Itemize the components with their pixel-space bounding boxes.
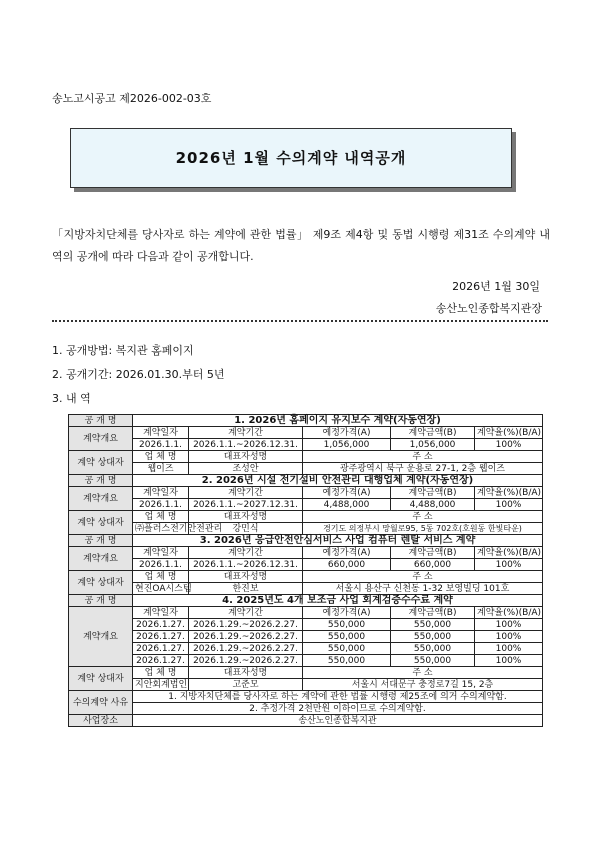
col-header-company: 업 체 명 bbox=[133, 511, 189, 523]
table-row bbox=[69, 451, 543, 463]
summary-label: 계약개요 bbox=[69, 427, 133, 451]
contract-amount: 660,000 bbox=[391, 559, 475, 571]
col-header-rep: 대표자성명 bbox=[189, 451, 303, 463]
contract-amount: 550,000 bbox=[391, 619, 475, 631]
company-name: ㈜플러스전기안전관리 bbox=[133, 523, 189, 535]
col-header-rep: 대표자성명 bbox=[189, 571, 303, 583]
contract-date: 2026.1.1. bbox=[133, 439, 189, 451]
company-address: 서울시 용산구 신천동 1-32 보영빌딩 101호 bbox=[303, 583, 543, 595]
reason-line: 1. 지방자치단체를 당사자로 하는 계약에 관한 법률 시행령 제25조에 의거 수의계약함. bbox=[133, 691, 543, 703]
contract-rate: 100% bbox=[475, 559, 543, 571]
col-header-amount: 계약금액(B) bbox=[391, 487, 475, 499]
col-header-rate: 계약율(%)(B/A) bbox=[475, 607, 543, 619]
col-header-company: 업 체 명 bbox=[133, 451, 189, 463]
table-row bbox=[69, 427, 543, 439]
table-row bbox=[69, 583, 543, 595]
contract-title: 1. 2026년 홈페이지 유지보수 계약(자동연장) bbox=[133, 415, 543, 427]
table-row bbox=[69, 667, 543, 679]
public-name-label: 공 개 명 bbox=[69, 535, 133, 547]
company-address: 서울시 서대문구 충정로7길 15, 2층 bbox=[303, 679, 543, 691]
item-content: 3. 내 역 bbox=[52, 392, 91, 405]
table-row bbox=[69, 439, 543, 451]
contract-amount: 550,000 bbox=[391, 655, 475, 667]
col-header-rep: 대표자성명 bbox=[189, 667, 303, 679]
party-label: 계약 상대자 bbox=[69, 451, 133, 475]
public-name-label: 공 개 명 bbox=[69, 415, 133, 427]
col-header-company: 업 체 명 bbox=[133, 571, 189, 583]
contract-period: 2026.1.29.~2026.2.27. bbox=[189, 655, 303, 667]
summary-label: 계약개요 bbox=[69, 547, 133, 571]
table-row bbox=[69, 523, 543, 535]
contract-title: 4. 2025년도 4개 보조금 사업 회계검증수수료 계약 bbox=[133, 595, 543, 607]
col-header-estimate: 예정가격(A) bbox=[303, 487, 391, 499]
col-header-period: 계약기간 bbox=[189, 487, 303, 499]
contract-rate: 100% bbox=[475, 619, 543, 631]
table-row bbox=[69, 463, 543, 475]
estimated-price: 550,000 bbox=[303, 619, 391, 631]
table-row bbox=[69, 643, 543, 655]
col-header-date: 계약일자 bbox=[133, 607, 189, 619]
contract-period: 2026.1.29.~2026.2.27. bbox=[189, 631, 303, 643]
summary-label: 계약개요 bbox=[69, 607, 133, 667]
contract-period: 2026.1.29.~2026.2.27. bbox=[189, 619, 303, 631]
col-header-address: 주 소 bbox=[303, 667, 543, 679]
col-header-amount: 계약금액(B) bbox=[391, 607, 475, 619]
announcement-date: 2026년 1월 30일 bbox=[452, 280, 540, 293]
item-period: 2. 공개기간: 2026.01.30.부터 5년 bbox=[52, 368, 225, 381]
table-row bbox=[69, 655, 543, 667]
table-row bbox=[69, 691, 543, 703]
company-name: 웹이즈 bbox=[133, 463, 189, 475]
estimated-price: 550,000 bbox=[303, 655, 391, 667]
col-header-rate: 계약율(%)(B/A) bbox=[475, 547, 543, 559]
contract-date: 2026.1.1. bbox=[133, 499, 189, 511]
col-header-date: 계약일자 bbox=[133, 427, 189, 439]
table-row bbox=[69, 703, 543, 715]
contract-amount: 550,000 bbox=[391, 631, 475, 643]
col-header-amount: 계약금액(B) bbox=[391, 427, 475, 439]
estimated-price: 550,000 bbox=[303, 631, 391, 643]
col-header-period: 계약기간 bbox=[189, 607, 303, 619]
contract-date: 2026.1.1. bbox=[133, 559, 189, 571]
table-row bbox=[69, 607, 543, 619]
dotted-divider bbox=[52, 320, 548, 322]
table-row bbox=[69, 559, 543, 571]
organization-name: 송산노인종합복지관장 bbox=[435, 302, 542, 315]
estimated-price: 550,000 bbox=[303, 643, 391, 655]
contract-amount: 550,000 bbox=[391, 643, 475, 655]
table-row bbox=[69, 499, 543, 511]
table-row bbox=[69, 679, 543, 691]
table-row bbox=[69, 715, 543, 727]
col-header-address: 주 소 bbox=[303, 451, 543, 463]
party-label: 계약 상대자 bbox=[69, 571, 133, 595]
reason-line: 2. 추정가격 2천만원 이하이므로 수의계약함. bbox=[133, 703, 543, 715]
table-row bbox=[69, 511, 543, 523]
contract-period: 2026.1.1.~2026.12.31. bbox=[189, 559, 303, 571]
table-row bbox=[69, 595, 543, 607]
table-row bbox=[69, 631, 543, 643]
col-header-address: 주 소 bbox=[303, 511, 543, 523]
contract-table bbox=[68, 414, 543, 727]
col-header-estimate: 예정가격(A) bbox=[303, 607, 391, 619]
col-header-period: 계약기간 bbox=[189, 547, 303, 559]
place-label: 사업장소 bbox=[69, 715, 133, 727]
contract-rate: 100% bbox=[475, 499, 543, 511]
table-row bbox=[69, 487, 543, 499]
col-header-estimate: 예정가격(A) bbox=[303, 427, 391, 439]
table-row bbox=[69, 547, 543, 559]
representative-name: 고준모 bbox=[189, 679, 303, 691]
party-label: 계약 상대자 bbox=[69, 667, 133, 691]
col-header-address: 주 소 bbox=[303, 571, 543, 583]
contract-period: 2026.1.29.~2026.2.27. bbox=[189, 643, 303, 655]
document-number: 송노고시공고 제2026-002-03호 bbox=[52, 92, 212, 105]
contract-amount: 4,488,000 bbox=[391, 499, 475, 511]
contract-period: 2026.1.1.~2026.12.31. bbox=[189, 439, 303, 451]
representative-name: 한진보 bbox=[189, 583, 303, 595]
col-header-date: 계약일자 bbox=[133, 547, 189, 559]
contract-rate: 100% bbox=[475, 643, 543, 655]
col-header-company: 업 체 명 bbox=[133, 667, 189, 679]
table-row bbox=[69, 535, 543, 547]
contract-amount: 1,056,000 bbox=[391, 439, 475, 451]
contract-title: 2. 2026년 시설 전기설비 안전관리 대행업체 계약(자동연장) bbox=[133, 475, 543, 487]
estimated-price: 1,056,000 bbox=[303, 439, 391, 451]
table-row bbox=[69, 619, 543, 631]
company-name: 지안회계법인 bbox=[133, 679, 189, 691]
table-row bbox=[69, 571, 543, 583]
contract-rate: 100% bbox=[475, 439, 543, 451]
table-row bbox=[69, 475, 543, 487]
contract-date: 2026.1.27. bbox=[133, 619, 189, 631]
col-header-rate: 계약율(%)(B/A) bbox=[475, 487, 543, 499]
table-row bbox=[69, 415, 543, 427]
intro-paragraph: 「지방자치단체를 당사자로 하는 계약에 관한 법률」 제9조 제4항 및 동법 시행령 제31조 수의계약 내역의 공개에 따라 다음과 같이 공개합니다. bbox=[52, 228, 550, 263]
col-header-rate: 계약율(%)(B/A) bbox=[475, 427, 543, 439]
company-name: 현진OA시스템 bbox=[133, 583, 189, 595]
estimated-price: 4,488,000 bbox=[303, 499, 391, 511]
contract-date: 2026.1.27. bbox=[133, 643, 189, 655]
public-name-label: 공 개 명 bbox=[69, 595, 133, 607]
representative-name: 강민식 bbox=[189, 523, 303, 535]
col-header-period: 계약기간 bbox=[189, 427, 303, 439]
contract-rate: 100% bbox=[475, 655, 543, 667]
summary-label: 계약개요 bbox=[69, 487, 133, 511]
contract-title: 3. 2026년 응급안전안심서비스 사업 컴퓨터 렌탈 서비스 계약 bbox=[133, 535, 543, 547]
reason-label: 수의계약 사유 bbox=[69, 691, 133, 715]
col-header-amount: 계약금액(B) bbox=[391, 547, 475, 559]
public-name-label: 공 개 명 bbox=[69, 475, 133, 487]
col-header-date: 계약일자 bbox=[133, 487, 189, 499]
company-address: 경기도 의정부시 망월로95, 5동 702호(호원동 한빛타운) bbox=[303, 523, 543, 535]
contract-rate: 100% bbox=[475, 631, 543, 643]
col-header-rep: 대표자성명 bbox=[189, 511, 303, 523]
col-header-estimate: 예정가격(A) bbox=[303, 547, 391, 559]
company-address: 광주광역시 북구 운용로 27-1, 2층 웹이즈 bbox=[303, 463, 543, 475]
estimated-price: 660,000 bbox=[303, 559, 391, 571]
representative-name: 조성안 bbox=[189, 463, 303, 475]
contract-period: 2026.1.1.~2027.12.31. bbox=[189, 499, 303, 511]
contract-date: 2026.1.27. bbox=[133, 631, 189, 643]
title-box bbox=[70, 128, 512, 188]
contract-date: 2026.1.27. bbox=[133, 655, 189, 667]
item-method: 1. 공개방법: 복지관 홈페이지 bbox=[52, 344, 194, 357]
place-value: 송산노인종합복지관 bbox=[133, 715, 543, 727]
party-label: 계약 상대자 bbox=[69, 511, 133, 535]
document-title: 2026년 1월 수의계약 내역공개 bbox=[175, 149, 407, 167]
